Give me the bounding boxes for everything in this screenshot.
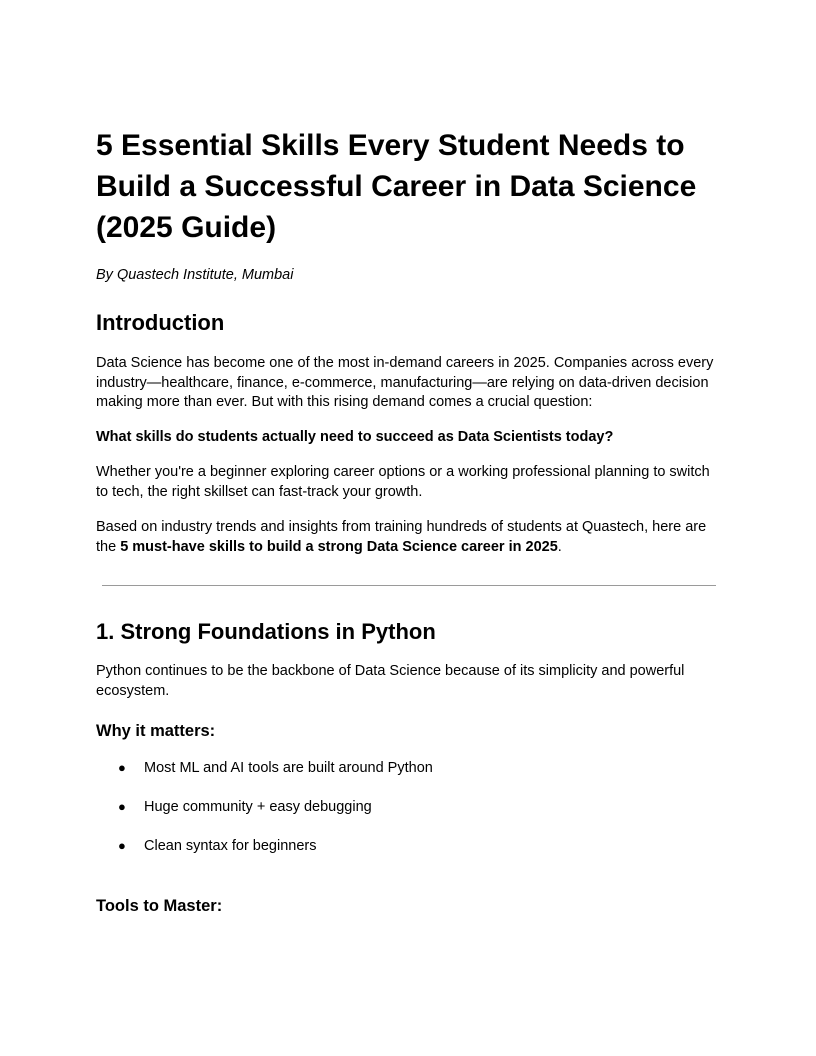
- intro-question-text: What skills do students actually need to succeed as Data Scientists today?: [96, 429, 614, 445]
- section-1-heading: 1. Strong Foundations in Python: [96, 619, 436, 644]
- why-it-matters-heading: Why it matters:: [96, 722, 216, 740]
- intro-paragraph-2: Whether you're a beginner exploring career options or a working professional planning to switch to tech, the right skillset can fast-track your growth.: [96, 464, 710, 500]
- list-item-text: Huge community + easy debugging: [144, 799, 372, 815]
- intro-paragraph-3: [96, 518, 720, 557]
- list-item-text: Clean syntax for beginners: [144, 838, 317, 854]
- horizontal-divider: [102, 585, 716, 586]
- tools-to-master-heading: Tools to Master:: [96, 897, 223, 915]
- intro-paragraph-1: Data Science has become one of the most in-demand careers in 2025. Companies across every industry—healthcare, finance, e-commerce, manufacturing—are relying on data-driven decision making more than ever. But with this rising demand comes a crucial question:: [96, 355, 714, 410]
- document-title: 5 Essential Skills Every Student Needs to Build a Successful Career in Data Science (2025 Guide): [96, 129, 697, 244]
- bullet-icon: ●: [118, 799, 126, 814]
- bullet-icon: ●: [118, 838, 126, 853]
- intro-paragraph-3-end: .: [557, 538, 562, 555]
- byline: By Quastech Institute, Mumbai: [96, 267, 294, 283]
- intro-question: [96, 428, 720, 448]
- bullet-icon: ●: [118, 760, 126, 775]
- list-item-text: Most ML and AI tools are built around Python: [144, 760, 433, 776]
- section-1-paragraph: Python continues to be the backbone of Data Science because of its simplicity and powerful ecosystem.: [96, 663, 685, 699]
- introduction-heading: Introduction: [96, 310, 225, 335]
- intro-paragraph-3-bold: 5 must-have skills to build a strong Data Science career in 2025: [120, 538, 558, 555]
- intro-paragraph-3-start: Based on industry trends and insights from training hundreds of students at Quastech, here are the: [96, 519, 707, 555]
